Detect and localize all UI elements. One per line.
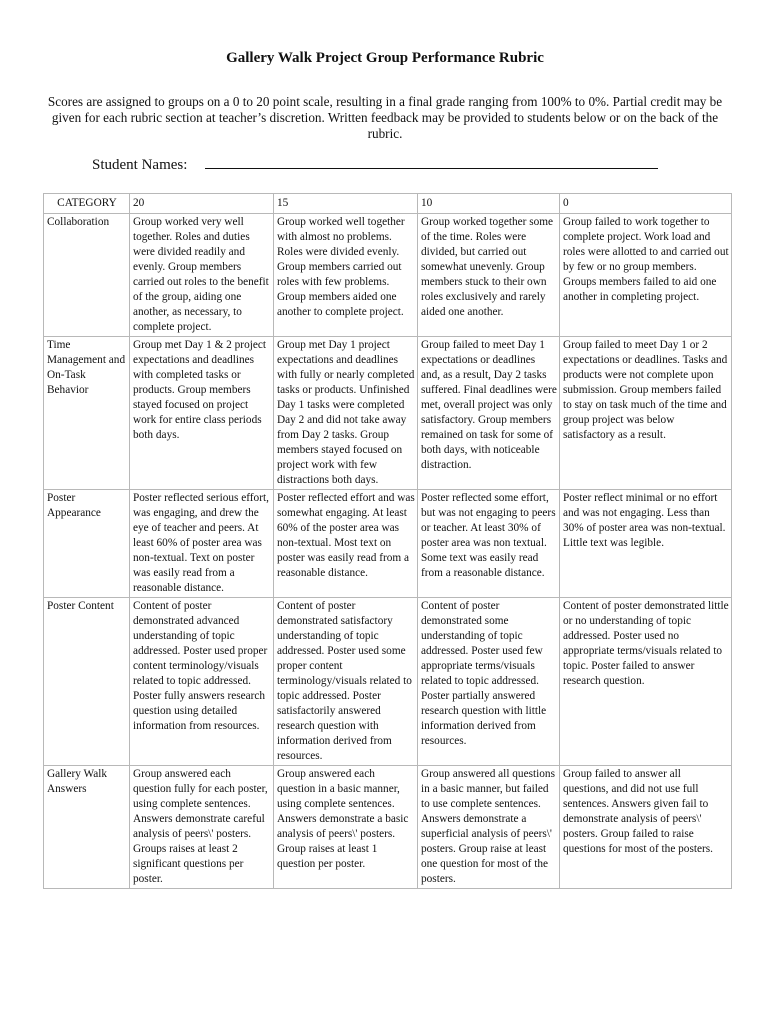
criteria-cell: Group worked well together with almost no problems. Roles were divided evenly. Group members carried out roles with few problems. Group members aided one another to complete project. bbox=[274, 214, 418, 337]
table-row bbox=[44, 214, 732, 337]
table-row bbox=[44, 766, 732, 889]
category-cell: Gallery Walk Answers bbox=[44, 766, 130, 889]
criteria-cell: Group answered each question in a basic manner, using complete sentences. Answers demonstrate a basic analysis of peers\' posters. Group raises at least 1 question per poster. bbox=[274, 766, 418, 889]
table-row bbox=[44, 598, 732, 766]
category-cell: Poster Content bbox=[44, 598, 130, 766]
header-score-10: 10 bbox=[418, 194, 560, 214]
criteria-cell: Group answered all questions in a basic manner, but failed to use complete sentences. Answers demonstrate a superficial analysis of peers\' posters. Group raise at least one question for most of the posters. bbox=[418, 766, 560, 889]
criteria-cell: Group answered each question fully for each poster, using complete sentences. Answers demonstrate careful analysis of peers\' posters. Groups raises at least 2 significant questions per poster. bbox=[130, 766, 274, 889]
criteria-cell: Group worked very well together. Roles and duties were divided readily and evenly. Group members carried out roles to the benefit of the group, aiding one another, as necessary, to complete project. bbox=[130, 214, 274, 337]
criteria-cell: Content of poster demonstrated advanced understanding of topic addressed. Poster used proper content terminology/visuals related to topic addressed. Poster fully answers research question using detailed information from resources. bbox=[130, 598, 274, 766]
intro-paragraph: Scores are assigned to groups on a 0 to 20 point scale, resulting in a final grade ranging from 100% to 0%. Partial credit may be given for each rubric section at teacher’s discretion. Written feedback may be provided to students below or on the back of the rubric. bbox=[47, 94, 723, 141]
category-cell: Poster Appearance bbox=[44, 490, 130, 598]
criteria-cell: Poster reflected some effort, but was not engaging to peers or teacher. At least 30% of poster area was non textual. Some text was easily read from a reasonable distance. bbox=[418, 490, 560, 598]
header-category: CATEGORY bbox=[44, 194, 130, 214]
student-names-line bbox=[205, 154, 658, 169]
criteria-cell: Poster reflect minimal or no effort and was not engaging. Less than 30% of poster area was non-textual. Little text was legible. bbox=[560, 490, 732, 598]
criteria-cell: Content of poster demonstrated little or no understanding of topic addressed. Poster used no appropriate terms/visuals related to topic. Poster failed to answer research question. bbox=[560, 598, 732, 766]
category-cell: Time Management and On-Task Behavior bbox=[44, 337, 130, 490]
criteria-cell: Group met Day 1 project expectations and deadlines with fully or nearly completed tasks or products. Unfinished Day 1 tasks were completed Day 2 and did not take away from Day 2 tasks. Group members stayed focused on project work with few distractions both days. bbox=[274, 337, 418, 490]
header-score-20: 20 bbox=[130, 194, 274, 214]
criteria-cell: Group met Day 1 & 2 project expectations and deadlines with completed tasks or products. Group members stayed focused on project work for entire class periods both days. bbox=[130, 337, 274, 490]
criteria-cell: Group failed to answer all questions, and did not use full sentences. Answers given fail to demonstrate analysis of peers\' posters. Group failed to raise questions for most of the posters. bbox=[560, 766, 732, 889]
header-score-15: 15 bbox=[274, 194, 418, 214]
criteria-cell: Content of poster demonstrated satisfactory understanding of topic addressed. Poster used some proper content terminology/visuals related to topic addressed. Poster satisfactorily answered research question with information derived from resources. bbox=[274, 598, 418, 766]
rubric-table bbox=[43, 193, 732, 889]
student-names-label: Student Names: bbox=[92, 157, 188, 173]
header-score-0: 0 bbox=[560, 194, 732, 214]
category-cell: Collaboration bbox=[44, 214, 130, 337]
criteria-cell: Poster reflected serious effort, was engaging, and drew the eye of teacher and peers. At least 60% of poster area was non-textual. Text on poster was easily read from a reasonable distance. bbox=[130, 490, 274, 598]
student-names-row bbox=[92, 154, 658, 174]
table-row bbox=[44, 337, 732, 490]
criteria-cell: Poster reflected effort and was somewhat engaging. At least 60% of the poster area was non-textual. Most text on poster was easily read from a reasonable distance. bbox=[274, 490, 418, 598]
criteria-cell: Group worked together some of the time. Roles were divided, but carried out somewhat unevenly. Group members stuck to their own roles exclusively and rarely aided one another. bbox=[418, 214, 560, 337]
table-row bbox=[44, 490, 732, 598]
header-row bbox=[44, 194, 732, 214]
criteria-cell: Group failed to work together to complete project. Work load and roles were allotted to and carried out by few or no group members. Groups members failed to aid one another in completing project. bbox=[560, 214, 732, 337]
criteria-cell: Content of poster demonstrated some understanding of topic addressed. Poster used few appropriate terms/visuals related to topic addressed. Poster partially answered research question with little information derived from resources. bbox=[418, 598, 560, 766]
criteria-cell: Group failed to meet Day 1 expectations or deadlines and, as a result, Day 2 tasks suffered. Final deadlines were met, overall project was only satisfactory. Group members remained on task for some of both days, with noticeable distraction. bbox=[418, 337, 560, 490]
criteria-cell: Group failed to meet Day 1 or 2 expectations or deadlines. Tasks and products were not complete upon submission. Group members failed to stay on task much of the time and group project was below satisfactory as a result. bbox=[560, 337, 732, 490]
document-title: Gallery Walk Project Group Performance Rubric bbox=[226, 50, 544, 66]
